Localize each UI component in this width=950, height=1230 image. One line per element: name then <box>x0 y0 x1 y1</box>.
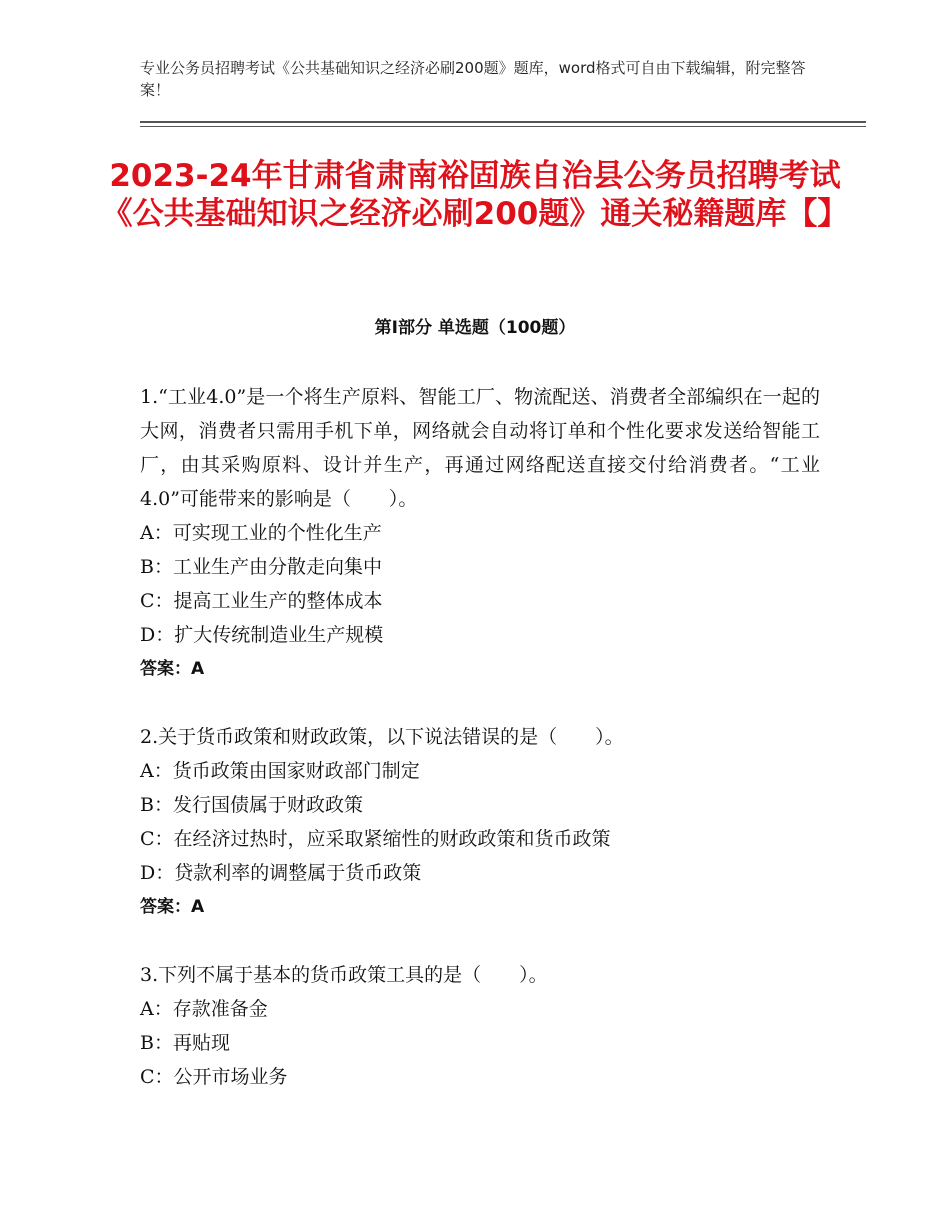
option-b: B：再贴现 <box>140 1032 230 1054</box>
option-c: C：提高工业生产的整体成本 <box>140 590 383 612</box>
question-stem: 2.关于货币政策和财政政策，以下说法错误的是（ ）。 <box>140 726 624 748</box>
section-title: 第Ⅰ部分 单选题（100题） <box>374 318 576 338</box>
question-2 <box>140 720 820 924</box>
header-divider-thin <box>140 126 866 127</box>
option-b: B：发行国债属于财政政策 <box>140 794 363 816</box>
option-a: A：货币政策由国家财政部门制定 <box>140 760 420 782</box>
option-a: A：可实现工业的个性化生产 <box>140 522 382 544</box>
option-d: D：贷款利率的调整属于货币政策 <box>140 862 422 884</box>
header-divider-thick <box>140 121 866 123</box>
question-3 <box>140 958 820 1094</box>
answer: 答案：A <box>140 897 205 917</box>
question-list <box>140 380 820 1128</box>
option-c: C：在经济过热时，应采取紧缩性的财政政策和货币政策 <box>140 828 611 850</box>
option-b: B：工业生产由分散走向集中 <box>140 556 382 578</box>
header-note: 专业公务员招聘考试《公共基础知识之经济必刷200题》题库，word格式可自由下载编辑，附完整答案！ <box>140 59 806 99</box>
question-1 <box>140 380 820 686</box>
answer: 答案：A <box>140 659 205 679</box>
question-stem: 1.“工业4.0”是一个将生产原料、智能工厂、物流配送、消费者全部编织在一起的大网，消费者只需用手机下单，网络就会自动将订单和个性化要求发送给智能工厂，由其采购原料、设计并生产，再通过网络配送直接交付给消费者。“工业4.0”可能带来的影响是（ ）。 <box>140 386 820 510</box>
option-d: D：扩大传统制造业生产规模 <box>140 624 384 646</box>
option-a: A：存款准备金 <box>140 998 268 1020</box>
option-c: C：公开市场业务 <box>140 1066 288 1088</box>
document-title: 2023-24年甘肃省肃南裕固族自治县公务员招聘考试《公共基础知识之经济必刷200题》通关秘籍题库【】 <box>101 158 849 232</box>
question-stem: 3.下列不属于基本的货币政策工具的是（ ）。 <box>140 964 548 986</box>
